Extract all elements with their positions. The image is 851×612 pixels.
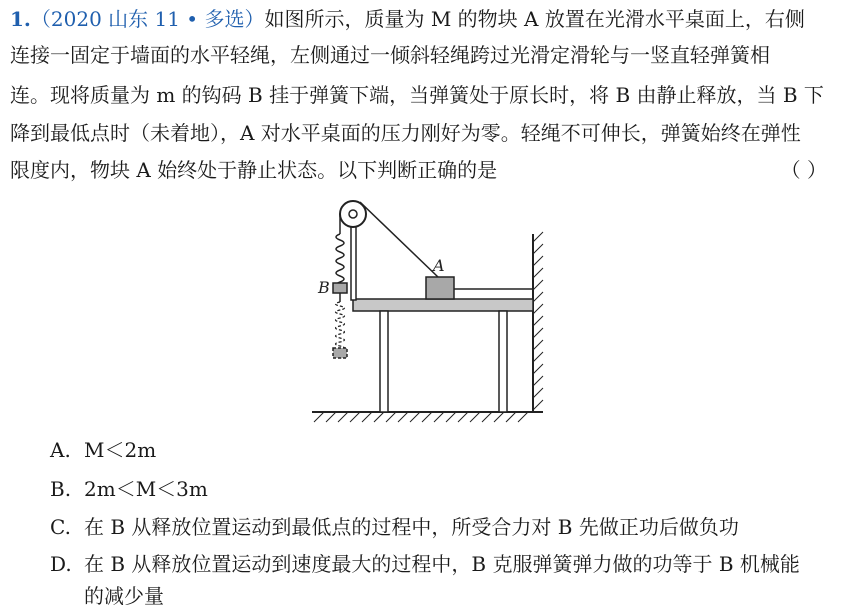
- answer-parenthesis: （ ）: [780, 158, 827, 182]
- block-a: [426, 277, 454, 299]
- hook-b-lower: [333, 348, 347, 358]
- option-b-text: 2m＜M＜3m: [84, 477, 208, 501]
- option-d-letter: D.: [50, 552, 72, 576]
- table-leg-right: [499, 311, 507, 412]
- question-line-1: [10, 6, 841, 32]
- question-text-1: 如图所示，质量为 M 的物块 A 放置在光滑水平桌面上，右侧: [264, 7, 805, 31]
- option-d-text: 在 B 从释放位置运动到速度最大的过程中，B 克服弹簧弹力做的功等于 B 机械能: [84, 552, 800, 576]
- option-a: [50, 437, 156, 463]
- ground-hatching: [314, 412, 528, 422]
- spring-upper: [336, 234, 344, 288]
- option-a-text: M＜2m: [84, 438, 157, 462]
- option-b-letter: B.: [50, 477, 72, 501]
- source-tag: （2020 山东 11 • 多选）: [30, 7, 265, 31]
- option-c-text: 在 B 从释放位置运动到最低点的过程中，所受合力对 B 先做正功后做负功: [84, 515, 739, 539]
- question-line-2: 连接一固定于墙面的水平轻绳，左侧通过一倾斜轻绳跨过光滑定滑轮与一竖直轻弹簧相: [10, 43, 770, 67]
- label-a: A: [433, 256, 445, 275]
- hook-b-upper: [333, 283, 347, 293]
- option-c: [50, 514, 739, 540]
- option-b: [50, 476, 208, 502]
- label-b: B: [318, 278, 330, 297]
- option-c-letter: C.: [50, 515, 71, 539]
- question-line-5: [10, 157, 841, 183]
- table-top: [353, 299, 533, 311]
- physics-figure: [300, 190, 560, 426]
- pulley-axle: [349, 210, 357, 218]
- question-text-5: 限度内，物块 A 始终处于静止状态。以下判断正确的是: [10, 158, 498, 182]
- inclined-rope: [360, 202, 438, 277]
- option-d: [50, 551, 800, 577]
- option-d-continuation: 的减少量: [84, 584, 164, 608]
- table-leg-left: [380, 311, 388, 412]
- question-line-4: 降到最低点时（未着地），A 对水平桌面的压力刚好为零。轻绳不可伸长，弹簧始终在弹性: [10, 121, 801, 145]
- option-a-letter: A.: [50, 438, 71, 462]
- question-line-3: 连。现将质量为 m 的钩码 B 挂于弹簧下端，当弹簧处于原长时，将 B 由静止释放，当 B 下: [10, 83, 824, 107]
- wall-hatching: [533, 232, 543, 410]
- question-number: 1.: [10, 7, 31, 31]
